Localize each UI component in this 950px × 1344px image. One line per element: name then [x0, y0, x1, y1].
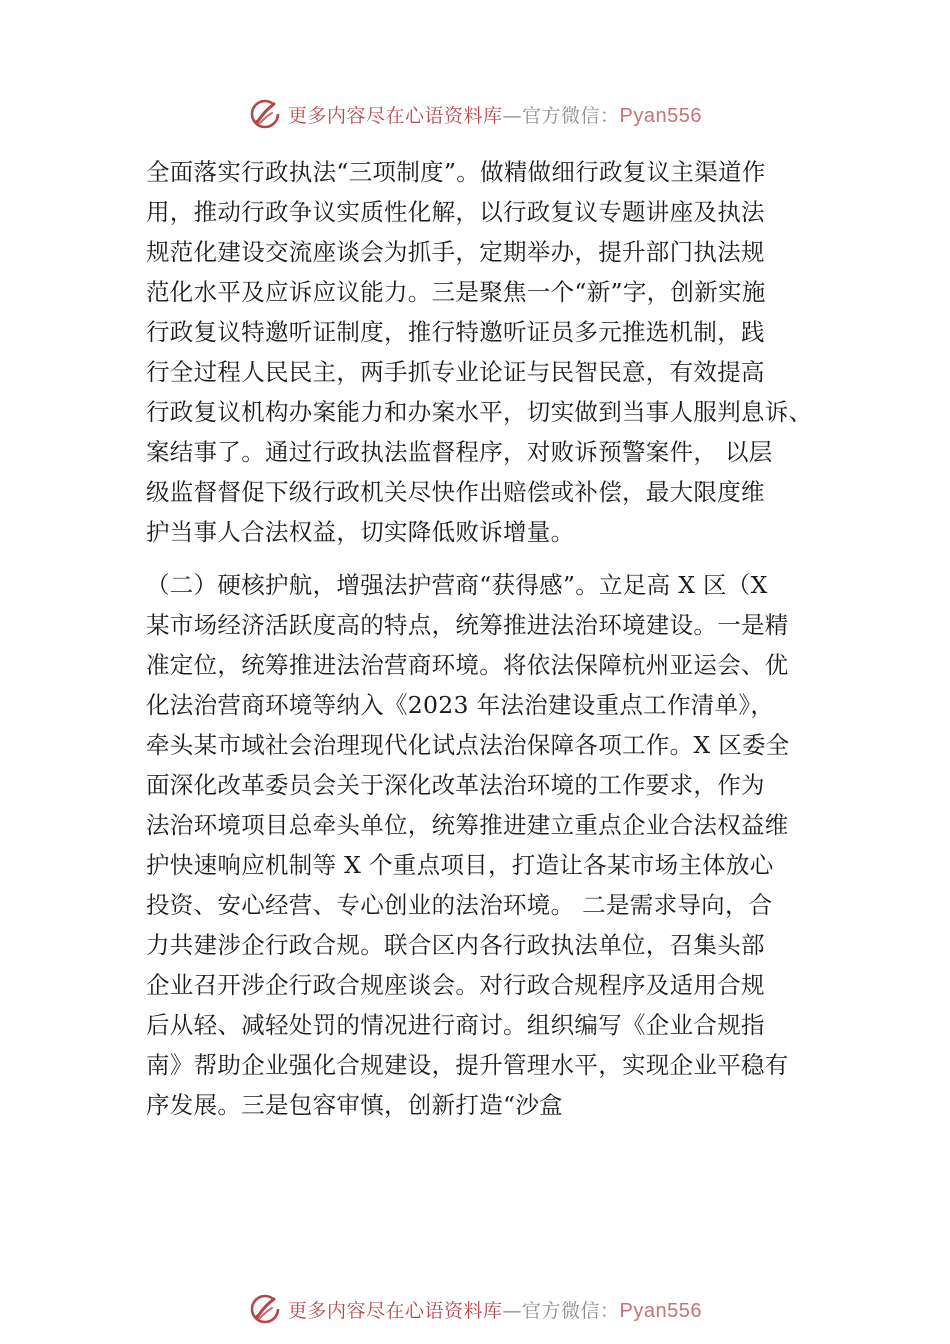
banner-dash: —: [502, 1299, 523, 1322]
document-body: [146, 152, 836, 1125]
banner-wechat-label: 官方微信：: [522, 1299, 620, 1322]
footer-banner: [0, 1289, 950, 1329]
text-line: 力共建涉企行政合规。联合区内各行政执法单位，召集头部: [146, 931, 765, 959]
text-line: （二）硬核护航，增强法护营商“获得感”。立足高 X 区（X: [146, 571, 768, 599]
text-line: 法治环境项目总牵头单位，统筹推进建立重点企业合法权益维: [146, 811, 789, 839]
banner-handle: Pyan556: [619, 104, 702, 127]
text-line: 后从轻、减轻处罚的情况进行商讨。组织编写《企业合规指: [146, 1011, 765, 1039]
text-line: 全面落实行政执法“三项制度”。做精做细行政复议主渠道作: [146, 158, 766, 186]
brush-circle-logo-icon: [248, 97, 282, 131]
text-line: 案结事了。通过行政执法监督程序，对败诉预警案件， 以层: [146, 438, 773, 466]
text-line: 行全过程人民民主，两手抓专业论证与民智民意，有效提高: [146, 358, 765, 386]
banner-main-text: 更多内容尽在心语资料库: [288, 1299, 503, 1322]
paragraph-spacer: [146, 552, 836, 565]
text-line: 企业召开涉企行政合规座谈会。对行政合规程序及适用合规: [146, 971, 765, 999]
text-line: 面深化改革委员会关于深化改革法治环境的工作要求，作为: [146, 771, 765, 799]
text-line: 南》帮助企业强化合规建设，提升管理水平，实现企业平稳有: [146, 1051, 789, 1079]
text-line: 某市场经济活跃度高的特点，统筹推进法治环境建设。一是精: [146, 611, 789, 639]
text-line: 序发展。三是包容审慎，创新打造“沙盒: [146, 1091, 563, 1119]
banner-handle: Pyan556: [619, 1299, 702, 1322]
paragraph: [146, 152, 836, 552]
text-line: 准定位，统筹推进法治营商环境。将依法保障杭州亚运会、优: [146, 651, 789, 679]
banner-dash: —: [502, 104, 523, 127]
text-line: 规范化建设交流座谈会为抓手，定期举办，提升部门执法规: [146, 238, 765, 266]
text-line: 行政复议特邀听证制度，推行特邀听证员多元推选机制，践: [146, 318, 765, 346]
paragraph: [146, 565, 836, 1125]
text-line: 行政复议机构办案能力和办案水平，切实做到当事人服判息诉、: [146, 398, 813, 426]
text-line: 护当事人合法权益，切实降低败诉增量。: [146, 518, 575, 546]
banner-wechat-label: 官方微信：: [522, 104, 620, 127]
banner-text: [288, 1296, 702, 1323]
text-line: 护快速响应机制等 X 个重点项目，打造让各某市场主体放心: [146, 851, 774, 879]
text-line: 范化水平及应诉应议能力。三是聚焦一个“新”字，创新实施: [146, 278, 766, 306]
banner-text: [288, 101, 702, 128]
text-line: 投资、安心经营、专心创业的法治环境。 二是需求导向，合: [146, 891, 773, 919]
text-line: 级监督督促下级行政机关尽快作出赔偿或补偿，最大限度维: [146, 478, 765, 506]
text-line: 牵头某市域社会治理现代化试点法治保障各项工作。X 区委全: [146, 731, 790, 759]
text-line: 化法治营商环境等纳入《2023 年法治建设重点工作清单》，: [146, 691, 775, 719]
header-banner: [0, 94, 950, 134]
text-line: 用，推动行政争议实质性化解，以行政复议专题讲座及执法: [146, 198, 765, 226]
brush-circle-logo-icon: [248, 1292, 282, 1326]
banner-main-text: 更多内容尽在心语资料库: [288, 104, 503, 127]
